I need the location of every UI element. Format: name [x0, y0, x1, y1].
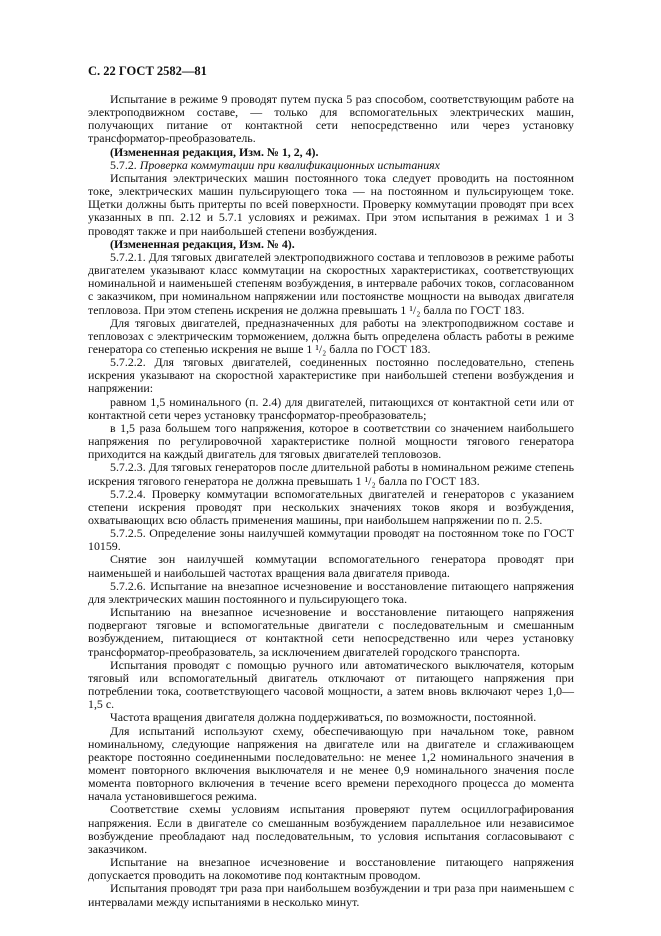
section-number: 5.7.2. [110, 157, 137, 172]
paragraph: 5.7.2.2. Для тяговых двигателей, соединенных постоянно последовательно, степень искрения указывают на скоростной характеристике при наибольшей степени возбуждения и напряжении: [88, 355, 574, 396]
paragraph: Испытания электрических машин постоянного тока следует проводить на постоянном токе, электрических машин пульсирующего тока — на постоянном и пульсирующем токе. Щетки должны быть притерты по всей поверхности. Проверку коммутации проводят при всех указанных в пп. 2.12 и 5.7.1 условиях и режимах. При этом испытания в режимах 1 и 3 проводят также и при наибольшей степени возбуждения. [88, 170, 574, 238]
amendment-note: (Измененная редакция, Изм. № 1, 2, 4). [110, 144, 319, 159]
paragraph: 5.7.2.3. Для тяговых генераторов после длительной работы в номинальном режиме степень искрения тягового генератора не должна превышать 1 ¹/₂ балла по ГОСТ 183. [88, 460, 574, 488]
section-title: Проверка коммутации при квалификационных испытаниях [139, 157, 440, 172]
paragraph: Испытание в режиме 9 проводят путем пуска 5 раз способом, соответствующим работе на электроподвижном составе, — только для вспомогательных электрических машин, получающих питание от контактной сети непосредственно или через установку трансформатор-преобразователь. [88, 92, 574, 146]
paragraph: 5.7.2.5. Определение зоны наилучшей коммутации проводят на постоянном токе по ГОСТ 10159. [88, 526, 574, 554]
section-heading [88, 159, 574, 172]
paragraph: Частота вращения двигателя должна поддерживаться, по возможности, постоянной. [110, 710, 537, 725]
amendment-note: (Измененная редакция, Изм. № 4). [110, 236, 295, 251]
paragraph: Испытания проводят с помощью ручного или автоматического выключателя, которым тяговый или вспомогательный двигатель отключают от питающего напряжения при потреблении тока, соответствующего часовой мощности, а затем вновь включают через 1,0—1,5 с. [88, 657, 574, 712]
paragraph: 5.7.2.4. Проверку коммутации вспомогательных двигателей и генераторов с указанием степени искрения проводят при нескольких значениях токов якоря и возбуждения, охватывающих всю область применения машины, при наибольшем напряжении по п. 2.5. [88, 486, 574, 527]
paragraph: Испытанию на внезапное исчезновение и восстановление питающего напряжения подвергают тяговые и вспомогательные двигатели с последовательным и смешанным возбуждением, питающиеся от контактной сети непосредственно или через установку трансформатор-преобразователь, за исключением двигателей городского транспорта. [88, 605, 574, 659]
paragraph: Соответствие схемы условиям испытания проверяют путем осциллографирования напряжения. Если в двигателе со смешанным возбуждением параллельное или независимое возбуждение преобладают над последовательным, то условия испытания согласовывают с заказчиком. [88, 802, 574, 856]
paragraph: Испытания проводят три раза при наибольшем возбуждении и три раза при наименьшем с интервалами между испытаниями в несколько минут. [88, 881, 574, 909]
page-header: С. 22 ГОСТ 2582—81 [88, 64, 207, 78]
paragraph: Для испытаний используют схему, обеспечивающую при начальном токе, равном номинальному, следующие напряжения на двигателе или на двигателе и сглаживающем реакторе постоянно соединенными последовательно: не менее 1,2 номинального значения в момент повторного включения выключателя и не менее 0,9 номинального значения после момента повторного включения в течение всего времени переходного процесса до момента начала установившегося режима. [88, 723, 574, 804]
paragraph: Снятие зон наилучшей коммутации вспомогательного генератора проводят при наименьшей и наибольшей частотах вращения вала двигателя привода. [88, 552, 574, 580]
paragraph: 5.7.2.6. Испытание на внезапное исчезновение и восстановление питающего напряжения для электрических машин постоянного и пульсирующего тока. [88, 578, 574, 606]
paragraph: в 1,5 раза большем того напряжения, которое в соответствии со значением наибольшего напряжения по регулировочной характеристике полной мощности тягового генератора приходится на каждый двигатель для тяговых двигателей тепловозов. [88, 420, 574, 462]
paragraph: Для тяговых двигателей, предназначенных для работы на электроподвижном составе и тепловозах с электрическим торможением, должна быть определена область работы в режиме генератора со степенью искрения не выше 1 ¹/₂ балла по ГОСТ 183. [88, 315, 574, 356]
paragraph: 5.7.2.1. Для тяговых двигателей электроподвижного состава и тепловозов в режиме работы двигателем указывают класс коммутации на скоростных характеристиках, соответствующих номинальной и наименьшей степеням возбуждения, в интервале рабочих токов, согласованном с заказчиком, при номинальном напряжении или постоянстве мощности на выводах двигателя тепловоза. При этом степень искрения не должна превышать 1 ¹/₂ балла по ГОСТ 183. [88, 249, 574, 317]
paragraph: равном 1,5 номинального (п. 2.4) для двигателей, питающихся от контактной сети или от контактной сети через установку трансформатор-преобразователь; [88, 394, 574, 422]
document-body [88, 93, 574, 909]
paragraph: Испытание на внезапное исчезновение и восстановление питающего напряжения допускается проводить на локомотиве под контактным проводом. [88, 855, 574, 883]
